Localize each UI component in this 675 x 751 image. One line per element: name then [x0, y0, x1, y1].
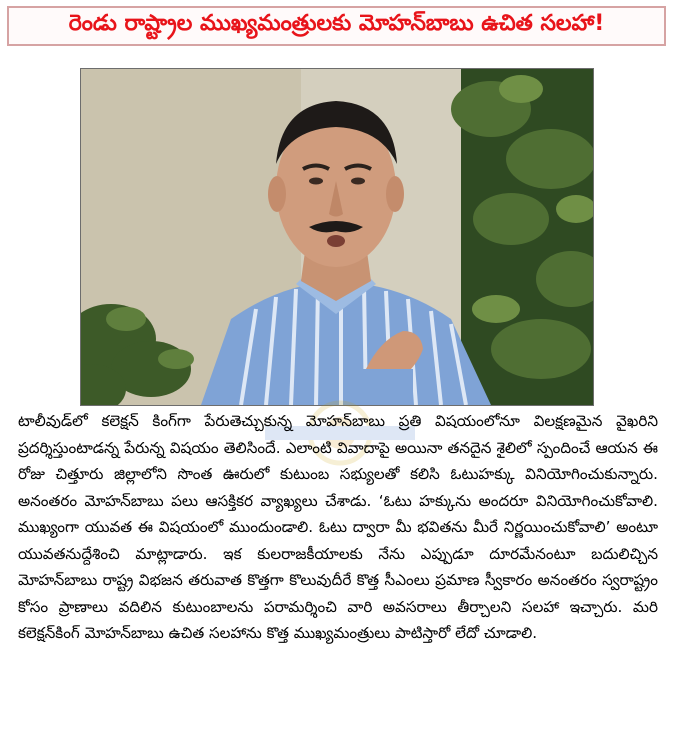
article-photo: [80, 68, 594, 406]
article-body: టాలీవుడ్‌లో కలెక్షన్ కింగ్‌గా పేరుతెచ్చుకున్న మోహన్‌బాబు ప్రతి విషయంలోనూ విలక్షణమైన వైఖరిని ప్రదర్శిస్తుంటాడన్న పేరున్న విషయం తెలిసిందే. ఎలాంటి వివాదాపై అయినా తనదైన శైలిలో స్పందించే ఆయన ఈ రోజు చిత్తూరు జిల్లాలోని సొంత ఊరులో కుటుంబ సభ్యులతో కలిసి ఓటుహక్కు వినియోగించుకున్నారు. అనంతరం మోహన్‌బాబు పలు ఆసక్తికర వ్యాఖ్యలు చేశాడు. ‘ఓటు హక్కును అందరూ వినియోగించుకోవాలి. ముఖ్యంగా యువత ఈ విషయంలో ముందుండాలి. ఓటు ద్వారా మీ భవితను మీరే నిర్ణయించుకోవాలి’ అంటూ యువతనుద్దేశించి మాట్లాడారు. ఇక కులరాజకీయాలకు నేను ఎప్పుడూ దూరమేనంటూ బదులిచ్చిన మోహన్‌బాబు రాష్ట్ర విభజన తరువాత కొత్తగా కొలువుదీరే కొత్త సీఎంలు ప్రమాణ స్వీకారం అనంతరం స్వరాష్ట్రం కోసం ప్రాణాలు వదిలిన కుటుంబాలను పరామర్శించి వారి అవసరాలు తీర్చాలని సలహా ఇచ్చారు. మరి కలెక్షన్‌కింగ్ మోహన్‌బాబు ఉచిత సలహాను కొత్త ముఖ్యమంత్రులు పాటిస్తారో లేదో చూడాలి.: [18, 412, 658, 642]
headline: రెండు రాష్ట్రాల ముఖ్యమంత్రులకు మోహన్‌బాబు ఉచిత సలహా!: [68, 11, 605, 36]
headline-box: [7, 6, 666, 46]
